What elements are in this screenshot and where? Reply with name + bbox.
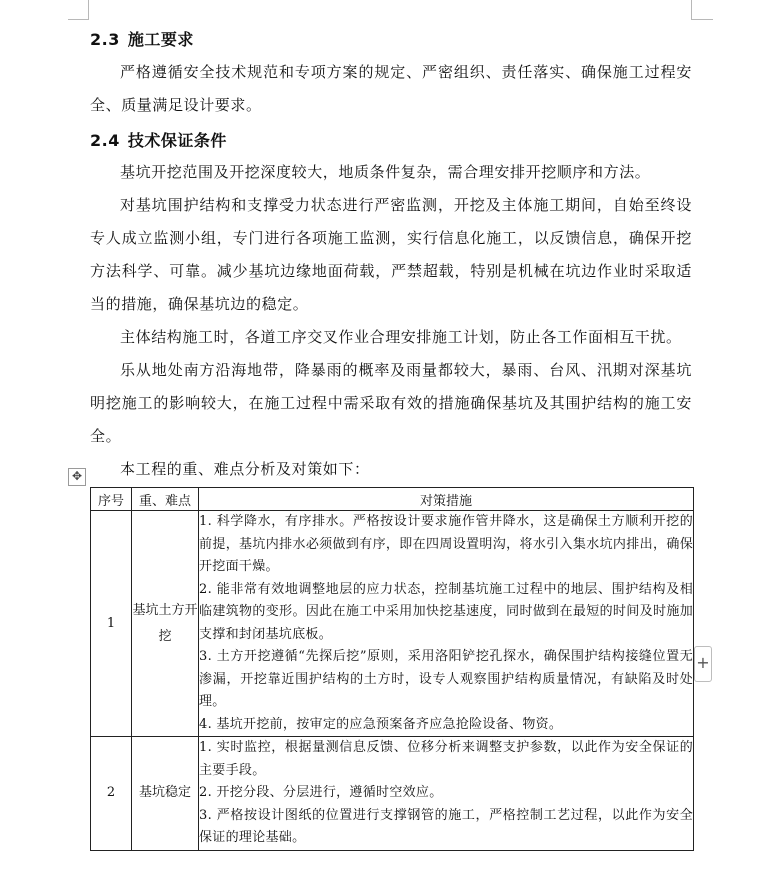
table-header-row: [91, 488, 694, 511]
section-number: 2.3: [90, 30, 120, 49]
difficulty-cell: 基坑稳定: [132, 737, 199, 851]
paragraph: 严格遵循安全技术规范和专项方案的规定、严密组织、责任落实、确保施工过程安全、质量满足设计要求。: [90, 63, 692, 114]
table-move-handle-icon[interactable]: ✥: [68, 468, 86, 486]
measures-cell: [199, 737, 694, 851]
margin-corner-mark-right: [691, 19, 713, 20]
measure-item: 1. 科学降水，有序排水。严格按设计要求施作管井降水，这是确保土方顺利开挖的前提，基坑内排水必须做到有序，即在四周设置明沟，将水引入集水坑内排出，确保开挖面干燥。: [199, 514, 693, 574]
header-cell: 对策措施: [199, 488, 694, 511]
table-row: [91, 737, 694, 851]
row-number: 2: [91, 737, 132, 851]
add-column-icon[interactable]: +: [694, 646, 712, 682]
measure-item: 4. 基坑开挖前，按审定的应急预案备齐应急抢险设备、物资。: [199, 716, 563, 732]
section-title: 技术保证条件: [127, 131, 227, 150]
measure-item: 2. 能非常有效地调整地层的应力状态，控制基坑施工过程中的地层、围护结构及相临建筑物的变形。因此在施工中采用加快挖基速度，同时做到在最短的时间及时施加支撑和封闭基坑底板。: [199, 581, 693, 642]
measure-item: 3. 严格按设计图纸的位置进行支撑钢管的施工，严格控制工艺过程，以此作为安全保证的理论基础。: [199, 807, 693, 845]
margin-corner-mark-left: [88, 0, 89, 20]
header-cell: 序号: [91, 488, 132, 511]
measure-item: 3. 土方开挖遵循“先探后挖”原则，采用洛阳铲挖孔探水，确保围护结构接缝位置无渗漏，开挖靠近围护结构的土方时，设专人观察围护结构质量情况，有缺陷及时处理。: [199, 649, 693, 709]
row-number: 1: [91, 511, 132, 737]
paragraph: 主体结构施工时，各道工序交叉作业合理安排施工计划，防止各工作面相互干扰。: [120, 328, 682, 346]
paragraph: 乐从地处南方沿海地带，降暴雨的概率及雨量都较大，暴雨、台风、汛期对深基坑明挖施工的影响较大，在施工过程中需采取有效的措施确保基坑及其围护结构的施工安全。: [90, 361, 692, 445]
difficulty-cell: 基坑土方开挖: [132, 511, 199, 737]
section-number: 2.4: [90, 131, 120, 150]
section-2-4-heading: [90, 128, 227, 151]
paragraph: 基坑开挖范围及开挖深度较大，地质条件复杂，需合理安排开挖顺序和方法。: [120, 163, 651, 181]
paragraph: 对基坑围护结构和支撑受力状态进行严密监测，开挖及主体施工期间，自始至终设专人成立监测小组，专门进行各项施工监测，实行信息化施工，以反馈信息，确保开挖方法科学、可靠。减少基坑边缘地面荷载，严禁超载，特别是机械在坑边作业时采取适当的措施，确保基坑边的稳定。: [90, 196, 692, 313]
measure-item: 2. 开挖分段、分层进行，遵循时空效应。: [199, 785, 443, 800]
margin-corner-mark-left: [68, 19, 88, 20]
paragraph: 本工程的重、难点分析及对策如下：: [120, 460, 370, 478]
margin-corner-mark-right: [691, 0, 692, 20]
section-2-3-heading: [90, 27, 194, 50]
table-row: [91, 511, 694, 737]
header-cell: 重、难点: [132, 488, 199, 511]
measure-item: 1. 实时监控，根据量测信息反馈、位移分析来调整支护参数，以此作为安全保证的主要手段。: [199, 740, 693, 778]
section-title: 施工要求: [127, 30, 194, 49]
difficulty-measures-table: [90, 487, 694, 851]
measures-cell: [199, 511, 694, 737]
